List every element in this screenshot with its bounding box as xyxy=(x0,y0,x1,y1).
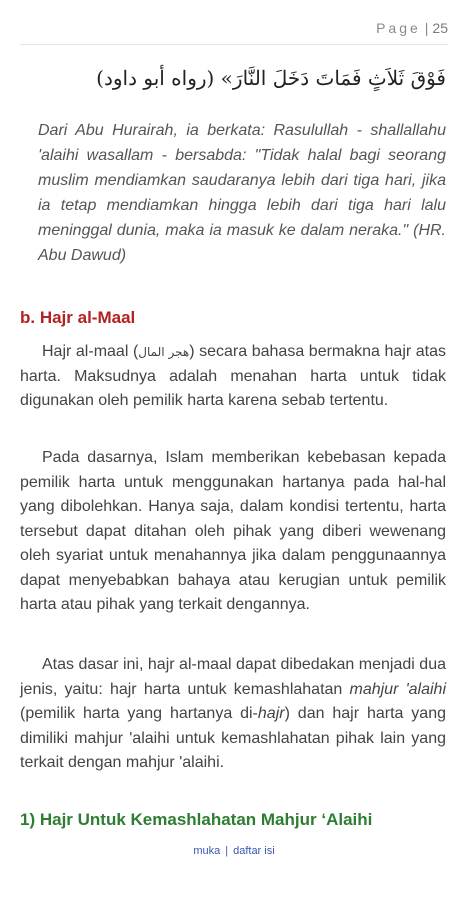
page-separator: | xyxy=(424,20,429,36)
hadith-translation: Dari Abu Hurairah, ia berkata: Rasulullah - shallallahu 'alaihi wasallam - bersabda: "Tidak halal bagi seorang muslim mendiamkan saudaranya lebih dari tiga hari, jika ia tetap mendiamkan hingga lebih dari tiga hari lalu meninggal dunia, maka ia masuk ke dalam neraka." (HR. Abu Dawud) xyxy=(38,122,446,264)
italic-term: mahjur 'alaihi xyxy=(349,680,447,698)
paragraph-text: ) secara bahasa bermakna hajr atas harta. Maksudnya adalah menahan harta untuk tidak digunakan oleh pemilik harta karena sebab tertentu. xyxy=(20,343,447,409)
paragraph-text: ) dan hajr harta yang dimiliki mahjur 'alaihi untuk kemashlahatan pihak lain yang terkait dengan mahjur 'alaihi. xyxy=(20,705,446,771)
page-number: 25 xyxy=(432,20,448,36)
subsection-heading: 1) Hajr Untuk Kemashlahatan Mahjur ‘Alaihi xyxy=(20,810,373,829)
paragraph-definition xyxy=(20,340,446,414)
paragraph-text: (pemilik harta yang hartanya di- xyxy=(20,705,258,722)
italic-term: hajr xyxy=(257,705,285,722)
table-of-contents-link[interactable]: daftar isi xyxy=(233,845,275,857)
home-link[interactable]: muka xyxy=(193,845,221,857)
paragraph-basis: Pada dasarnya, Islam memberikan kebebasan kepada pemilik harta untuk menggunakan hartanya pada hal-hal yang dibolehkan. Hanya saja, dalam kondisi tertentu, harta tersebut dapat ditahan oleh pihak yang diberi wewenang oleh syariat untuk menahannya jika dalam penggunaannya dapat menyebabkan bahaya atau kerugian untuk pemilik harta atau pihak yang terkait dengannya. xyxy=(20,449,446,613)
paragraph-text: Hajr al-maal ( xyxy=(42,343,139,360)
page-header xyxy=(376,20,448,36)
header-divider xyxy=(20,44,448,45)
paragraph-types xyxy=(20,653,446,776)
arabic-hadith-line: فَوْقَ ثَلاَثٍ فَمَاتَ دَخَلَ النَّارَ» (رواه أبو داود) xyxy=(96,66,446,90)
footer-separator: | xyxy=(225,845,229,857)
page-label: Page xyxy=(376,20,421,36)
footer-nav xyxy=(0,845,468,857)
paragraph-text: Atas dasar ini, hajr al-maal dapat dibedakan menjadi dua jenis, yaitu: hajr harta untuk kemashlahatan xyxy=(20,656,446,698)
section-heading-hajr-al-maal: b. Hajr al-Maal xyxy=(20,308,136,327)
arabic-term: هجر المال xyxy=(138,345,190,359)
